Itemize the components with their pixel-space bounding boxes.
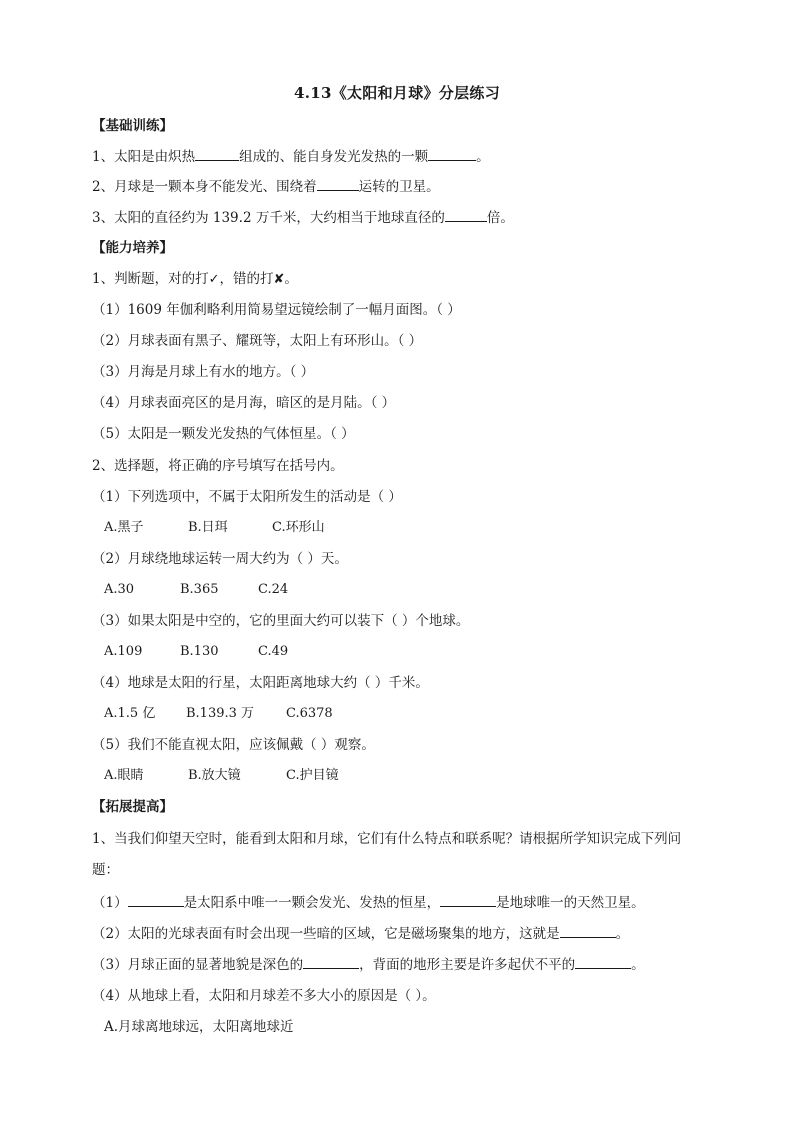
extend-p1-b: 是太阳系中唯一一颗会发光、发热的恒星， — [183, 895, 441, 911]
basic-q1-text-c: 。 — [476, 149, 490, 165]
extend-part-2 — [92, 923, 629, 944]
judge-item: （4）月球表面亮区的是月海，暗区的是月陆。（ ） — [92, 395, 396, 411]
section-extend-header: 【拓展提高】 — [92, 799, 173, 815]
choice-1-option-b[interactable]: B.日珥 — [188, 520, 228, 535]
choice-4-option-b[interactable]: B.139.3 万 — [186, 706, 255, 721]
choice-question-5: （5）我们不能直视太阳，应该佩戴（ ）观察。 — [92, 737, 375, 753]
extend-part-1 — [92, 892, 645, 913]
judge-intro-a: 1、判断题，对的打 — [92, 271, 209, 287]
judge-item: （5）太阳是一颗发光发热的气体恒星。（ ） — [92, 426, 355, 442]
choice-3-option-b[interactable]: B.130 — [180, 644, 219, 659]
choice-question-2: （2）月球绕地球运转一周大约为（ ）天。 — [92, 551, 348, 567]
extend-p1-c: 是地球唯一的天然卫星。 — [496, 895, 645, 911]
choice-5-option-c[interactable]: C.护目镜 — [286, 768, 339, 783]
choice-3-option-a[interactable]: A.109 — [104, 644, 143, 659]
page-title: 4.13《太阳和月球》分层练习 — [293, 84, 501, 102]
choice-question-1: （1）下列选项中，不属于太阳所发生的活动是（ ） — [92, 489, 402, 505]
basic-question-1 — [92, 146, 490, 167]
basic-question-3 — [92, 207, 514, 228]
extend-p1-a: （1） — [92, 895, 128, 911]
judge-intro-c: 。 — [284, 271, 298, 287]
answer-blank[interactable] — [428, 146, 476, 161]
extend-p3-c: 。 — [631, 957, 645, 973]
section-ability-header: 【能力培养】 — [92, 240, 173, 256]
answer-blank[interactable] — [303, 954, 359, 969]
basic-q3-text-a: 3、太阳的直径约为 139.2 万千米，大约相当于地球直径的 — [92, 210, 445, 226]
choice-3-option-c[interactable]: C.49 — [258, 644, 289, 659]
answer-blank[interactable] — [128, 892, 184, 907]
choice-5-option-b[interactable]: B.放大镜 — [188, 768, 241, 783]
choice-question-4: （4）地球是太阳的行星，太阳距离地球大约（ ）千米。 — [92, 675, 429, 691]
extend-p3-b: ，背面的地形主要是许多起伏不平的 — [359, 957, 576, 973]
choice-5-option-a[interactable]: A.眼睛 — [104, 768, 144, 783]
choice-question-3: （3）如果太阳是中空的，它的里面大约可以装下（ ）个地球。 — [92, 613, 470, 629]
basic-q1-text-a: 1、太阳是由炽热 — [92, 149, 196, 165]
answer-blank[interactable] — [440, 892, 496, 907]
judge-item: （3）月海是月球上有水的地方。（ ） — [92, 364, 315, 380]
extend-part-3 — [92, 954, 645, 975]
answer-blank[interactable] — [445, 207, 487, 222]
basic-q1-text-b: 组成的、能自身发光发热的一颗 — [239, 149, 429, 165]
basic-q2-text-a: 2、月球是一颗本身不能发光、围绕着 — [92, 179, 317, 195]
extend-intro-line-2: 题： — [92, 862, 119, 878]
cross-mark-icon: ✘ — [273, 272, 285, 287]
answer-blank[interactable] — [560, 923, 616, 938]
answer-blank[interactable] — [317, 176, 359, 191]
extend-p2-b: 。 — [615, 926, 630, 942]
extend-part-4: （4）从地球上看，太阳和月球差不多大小的原因是（ ）。 — [92, 988, 436, 1004]
choice-2-option-c[interactable]: C.24 — [258, 582, 289, 597]
judge-item: （1）1609 年伽利略利用简易望远镜绘制了一幅月面图。（ ） — [92, 302, 461, 318]
judge-item: （2）月球表面有黑子、耀斑等，太阳上有环形山。（ ） — [92, 333, 423, 349]
answer-blank[interactable] — [575, 954, 631, 969]
extend-4-option-a[interactable]: A.月球离地球远，太阳离地球近 — [104, 1019, 294, 1035]
judge-intro — [92, 269, 298, 290]
choice-2-option-b[interactable]: B.365 — [180, 582, 219, 597]
judge-intro-b: ，错的打 — [219, 271, 274, 287]
check-mark-icon: ✓ — [208, 272, 220, 287]
choice-4-option-a[interactable]: A.1.5 亿 — [104, 706, 156, 721]
basic-q3-text-b: 倍。 — [486, 210, 514, 226]
choice-4-option-c[interactable]: C.6378 — [286, 706, 333, 721]
extend-intro-line-1: 1、当我们仰望天空时，能看到太阳和月球，它们有什么特点和联系呢？请根据所学知识完成下列问 — [92, 831, 682, 847]
choice-1-option-c[interactable]: C.环形山 — [272, 520, 325, 535]
extend-p3-a: （3）月球正面的显著地貌是深色的 — [92, 957, 304, 973]
choice-1-option-a[interactable]: A.黑子 — [104, 520, 144, 535]
section-basic-header: 【基础训练】 — [92, 118, 173, 134]
basic-q2-text-b: 运转的卫星。 — [358, 179, 440, 195]
basic-question-2 — [92, 176, 440, 197]
extend-p2-a: （2）太阳的光球表面有时会出现一些暗的区域，它是磁场聚集的地方，这就是 — [92, 926, 560, 942]
answer-blank[interactable] — [195, 146, 239, 161]
choice-2-option-a[interactable]: A.30 — [104, 582, 135, 597]
choice-intro: 2、选择题，将正确的序号填写在括号内。 — [92, 458, 344, 474]
